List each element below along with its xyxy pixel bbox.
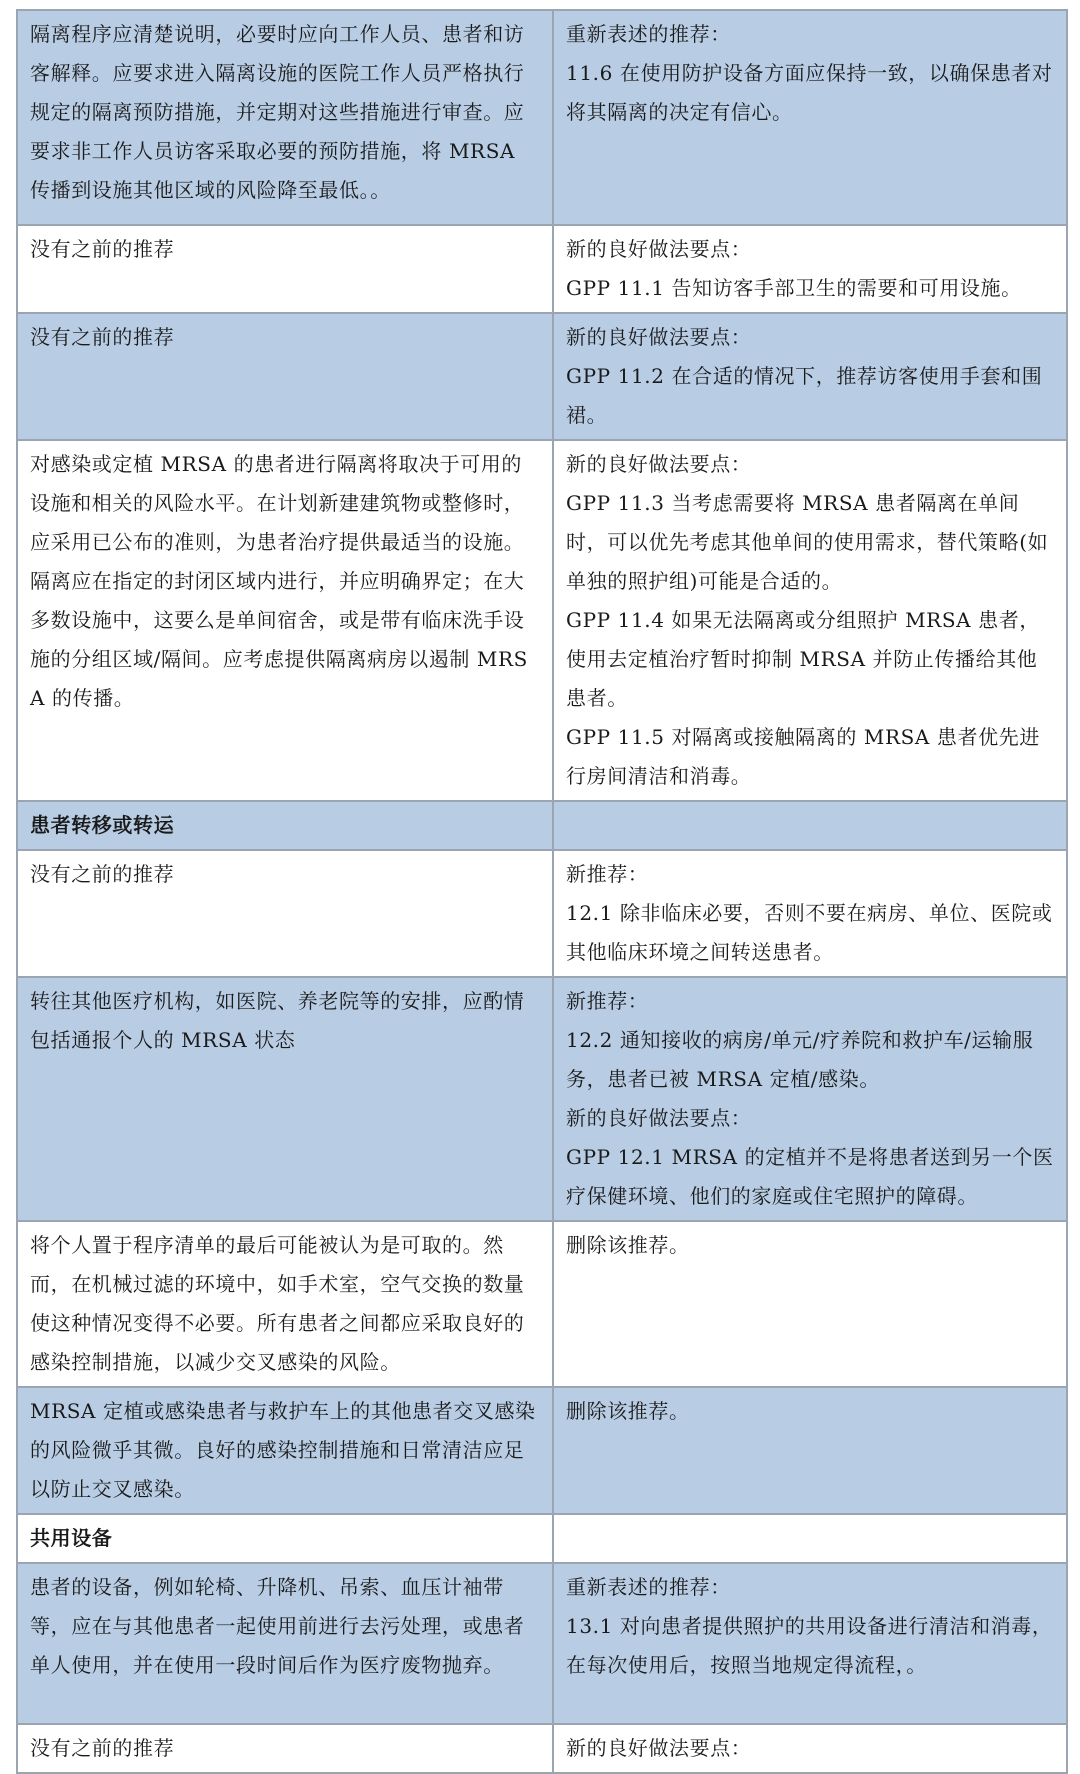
cell-text: GPP 11.3 当考虑需要将 MRSA 患者隔离在单间时，可以优先考虑其他单间的使用需求，替代策略(如单独的照护组)可能是合适的。 xyxy=(566,491,1049,593)
new-recommendation-cell xyxy=(553,1387,1067,1514)
empty-cell xyxy=(553,1514,1067,1563)
table-row xyxy=(17,440,1067,801)
cell-heading: 重新表述的推荐： xyxy=(566,1575,731,1599)
cell-text: 没有之前的推荐 xyxy=(30,237,175,261)
previous-recommendation-cell xyxy=(17,225,553,313)
recommendation-table xyxy=(16,9,1068,1774)
cell-text: 将个人置于程序清单的最后可能被认为是可取的。然而，在机械过滤的环境中，如手术室，空气交换的数量使这种情况变得不必要。所有患者之间都应采取良好的感染控制措施，以减少交叉感染的风险。 xyxy=(30,1233,525,1374)
empty-cell xyxy=(553,801,1067,850)
new-recommendation-cell xyxy=(553,1221,1067,1387)
section-row xyxy=(17,1514,1067,1563)
previous-recommendation-cell xyxy=(17,850,553,977)
cell-text: 12.2 通知接收的病房/单元/疗养院和救护车/运输服务，患者已被 MRSA 定植/感染。 xyxy=(566,1028,1034,1091)
new-recommendation-cell xyxy=(553,1563,1067,1724)
cell-text: 11.6 在使用防护设备方面应保持一致，以确保患者对将其隔离的决定有信心。 xyxy=(566,61,1053,124)
cell-text: GPP 11.5 对隔离或接触隔离的 MRSA 患者优先进行房间清洁和消毒。 xyxy=(566,725,1040,788)
recommendation-table-container xyxy=(16,9,1066,1774)
new-recommendation-cell xyxy=(553,10,1067,225)
cell-text: 转往其他医疗机构，如医院、养老院等的安排，应酌情包括通报个人的 MRSA 状态 xyxy=(30,989,525,1052)
section-title: 共用设备 xyxy=(30,1526,113,1550)
new-recommendation-cell xyxy=(553,850,1067,977)
table-row xyxy=(17,1724,1067,1773)
cell-text: 患者的设备，例如轮椅、升降机、吊索、血压计袖带等，应在与其他患者一起使用前进行去污处理，或患者单人使用，并在使用一段时间后作为医疗废物抛弃。 xyxy=(30,1575,525,1677)
cell-text: GPP 11.4 如果无法隔离或分组照护 MRSA 患者，使用去定植治疗暂时抑制 MRSA 并防止传播给其他患者。 xyxy=(566,608,1040,710)
new-recommendation-cell xyxy=(553,225,1067,313)
cell-text: 没有之前的推荐 xyxy=(30,1736,175,1760)
new-recommendation-cell xyxy=(553,977,1067,1221)
table-row xyxy=(17,977,1067,1221)
section-row xyxy=(17,801,1067,850)
table-row xyxy=(17,225,1067,313)
cell-heading: 重新表述的推荐： xyxy=(566,22,731,46)
previous-recommendation-cell xyxy=(17,1387,553,1514)
cell-heading: 新的良好做法要点： xyxy=(566,1106,752,1130)
cell-text: 13.1 对向患者提供照护的共用设备进行清洁和消毒，在每次使用后，按照当地规定得流程，。 xyxy=(566,1614,1053,1677)
table-row xyxy=(17,1563,1067,1724)
cell-heading: 新的良好做法要点： xyxy=(566,237,752,261)
previous-recommendation-cell xyxy=(17,977,553,1221)
new-recommendation-cell xyxy=(553,1724,1067,1773)
cell-text: 删除该推荐。 xyxy=(566,1233,690,1257)
new-recommendation-cell xyxy=(553,313,1067,440)
section-title: 患者转移或转运 xyxy=(30,813,175,837)
cell-heading: 新推荐： xyxy=(566,989,649,1013)
table-row xyxy=(17,313,1067,440)
previous-recommendation-cell xyxy=(17,1724,553,1773)
cell-heading: 新推荐： xyxy=(566,862,649,886)
cell-text: GPP 11.1 告知访客手部卫生的需要和可用设施。 xyxy=(566,276,1022,300)
previous-recommendation-cell xyxy=(17,313,553,440)
cell-text: 没有之前的推荐 xyxy=(30,325,175,349)
previous-recommendation-cell xyxy=(17,10,553,225)
cell-text: 隔离程序应清楚说明，必要时应向工作人员、患者和访客解释。应要求进入隔离设施的医院工作人员严格执行规定的隔离预防措施，并定期对这些措施进行审查。应要求非工作人员访客采取必要的预防措施，将 MRSA 传播到设施其他区域的风险降至最低。。 xyxy=(30,22,525,202)
cell-text: 12.1 除非临床必要，否则不要在病房、单位、医院或其他临床环境之间转送患者。 xyxy=(566,901,1053,964)
previous-recommendation-cell xyxy=(17,1563,553,1724)
cell-text: MRSA 定植或感染患者与救护车上的其他患者交叉感染的风险微乎其微。良好的感染控制措施和日常清洁应足以防止交叉感染。 xyxy=(30,1399,536,1501)
section-title-cell xyxy=(17,801,553,850)
table-row xyxy=(17,1221,1067,1387)
previous-recommendation-cell xyxy=(17,440,553,801)
cell-text: GPP 11.2 在合适的情况下，推荐访客使用手套和围裙。 xyxy=(566,364,1043,427)
previous-recommendation-cell xyxy=(17,1221,553,1387)
cell-text: 没有之前的推荐 xyxy=(30,862,175,886)
cell-heading: 新的良好做法要点： xyxy=(566,325,752,349)
cell-text: GPP 12.1 MRSA 的定植并不是将患者送到另一个医疗保健环境、他们的家庭或住宅照护的障碍。 xyxy=(566,1145,1054,1208)
table-row xyxy=(17,1387,1067,1514)
table-row xyxy=(17,850,1067,977)
cell-heading: 新的良好做法要点： xyxy=(566,1736,752,1760)
cell-heading: 新的良好做法要点： xyxy=(566,452,752,476)
table-row xyxy=(17,10,1067,225)
cell-text: 删除该推荐。 xyxy=(566,1399,690,1423)
cell-text: 对感染或定植 MRSA 的患者进行隔离将取决于可用的设施和相关的风险水平。在计划新建建筑物或整修时，应采用已公布的准则，为患者治疗提供最适当的设施。隔离应在指定的封闭区域内进行，并应明确界定；在大多数设施中，这要么是单间宿舍，或是带有临床洗手设施的分组区域/隔间。应考虑提供隔离病房以遏制 MRSA 的传播。 xyxy=(30,452,528,710)
new-recommendation-cell xyxy=(553,440,1067,801)
section-title-cell xyxy=(17,1514,553,1563)
